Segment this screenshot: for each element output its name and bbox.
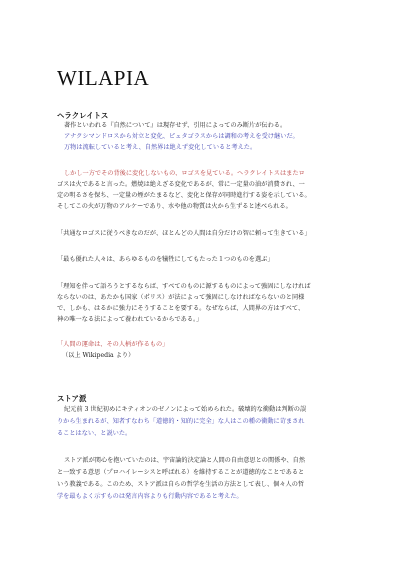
- quote-line: 神の唯一なる法によって養われているからである。」: [57, 316, 203, 323]
- paragraph-line: 学を最もよく示すものは発言内容よりも行動内容であると考えた。: [57, 493, 243, 500]
- section-heading-heraclitus: ヘラクレイトス: [57, 111, 109, 120]
- quote-line: で、しかも、はるかに強力にそうすることを要する。なぜならば、人間界の方はすべて、: [57, 305, 305, 312]
- section-heading-stoic: ストア派: [57, 394, 87, 403]
- quote: 「共通なロゴスに従うべきなのだが、ほとんどの人間は自分だけの智に頼って生きている」: [57, 230, 311, 237]
- document-title: WILAPIA: [57, 66, 150, 90]
- paragraph-line: 万物は流転していると考え、自然界は絶えず変化していると考えた。: [64, 144, 257, 151]
- quote-line: 「理知を伴って語ろうとするならば、すべてのものに源するものによって強固にしなければ: [57, 283, 311, 290]
- paragraph-line: いう教義である。このため、ストア派は自らの哲学を生活の方法として表し、個々人の哲: [57, 481, 305, 488]
- quote-line: ならないのは、あたかも国家（ポリス）が法によって強固にしなければならないのと同様: [57, 294, 305, 301]
- quote: 「最も優れた人々は、あらゆるものを犠牲にしてもたった１つのものを選ぶ」: [57, 256, 274, 263]
- paragraph-line: りから生まれるが、知者すなわち「道徳的・知的に完全」な人はこの種の衝動に苛まされ: [57, 418, 305, 425]
- paragraph-line: 著作といわれる『自然について』は現存せず、引用によってのみ断片が伝わる。: [64, 122, 287, 129]
- paragraph-line: 定の明るさを保ち、一定量の煙がたまるなど、変化と保存が同時進行する姿を示している。: [57, 192, 311, 199]
- paragraph-line: ストア派が関心を抱いていたのは、宇宙論的決定論と人間の自由意思との関係や、自然: [64, 457, 306, 464]
- paragraph-line: ゴスは火であると言った。燃焼は絶えざる変化であるが、常に一定量の油が消費され、一: [57, 181, 305, 188]
- paragraph-line: 紀元前 3 世紀初めにキティオンのゼノンによって始められた。破壊的な衝動は判断の誤: [64, 406, 307, 413]
- paragraph-line: そしてこの火が万物のアルケーであり、水や他の物質は火から生ずると述べられる。: [57, 203, 292, 210]
- quote: 「人間の運命は、その人柄が作るもの」: [57, 341, 169, 348]
- paragraph-line: しかし一方でその背後に変化しないもの、ロゴスを見ている。ヘラクレイトスはまたロ: [64, 170, 305, 177]
- paragraph-line: ることはない、と説いた。: [57, 430, 132, 437]
- source-note: （以上 Wikipedia より）: [62, 352, 135, 359]
- paragraph-line: アナクシマンドロスから対立と変化、ピュタゴラスからは調和の考えを受け継いだ。: [64, 133, 299, 140]
- paragraph-line: と一致する意思（プロハイレーシスと呼ばれる）を維持することが道徳的なことであると: [57, 469, 305, 476]
